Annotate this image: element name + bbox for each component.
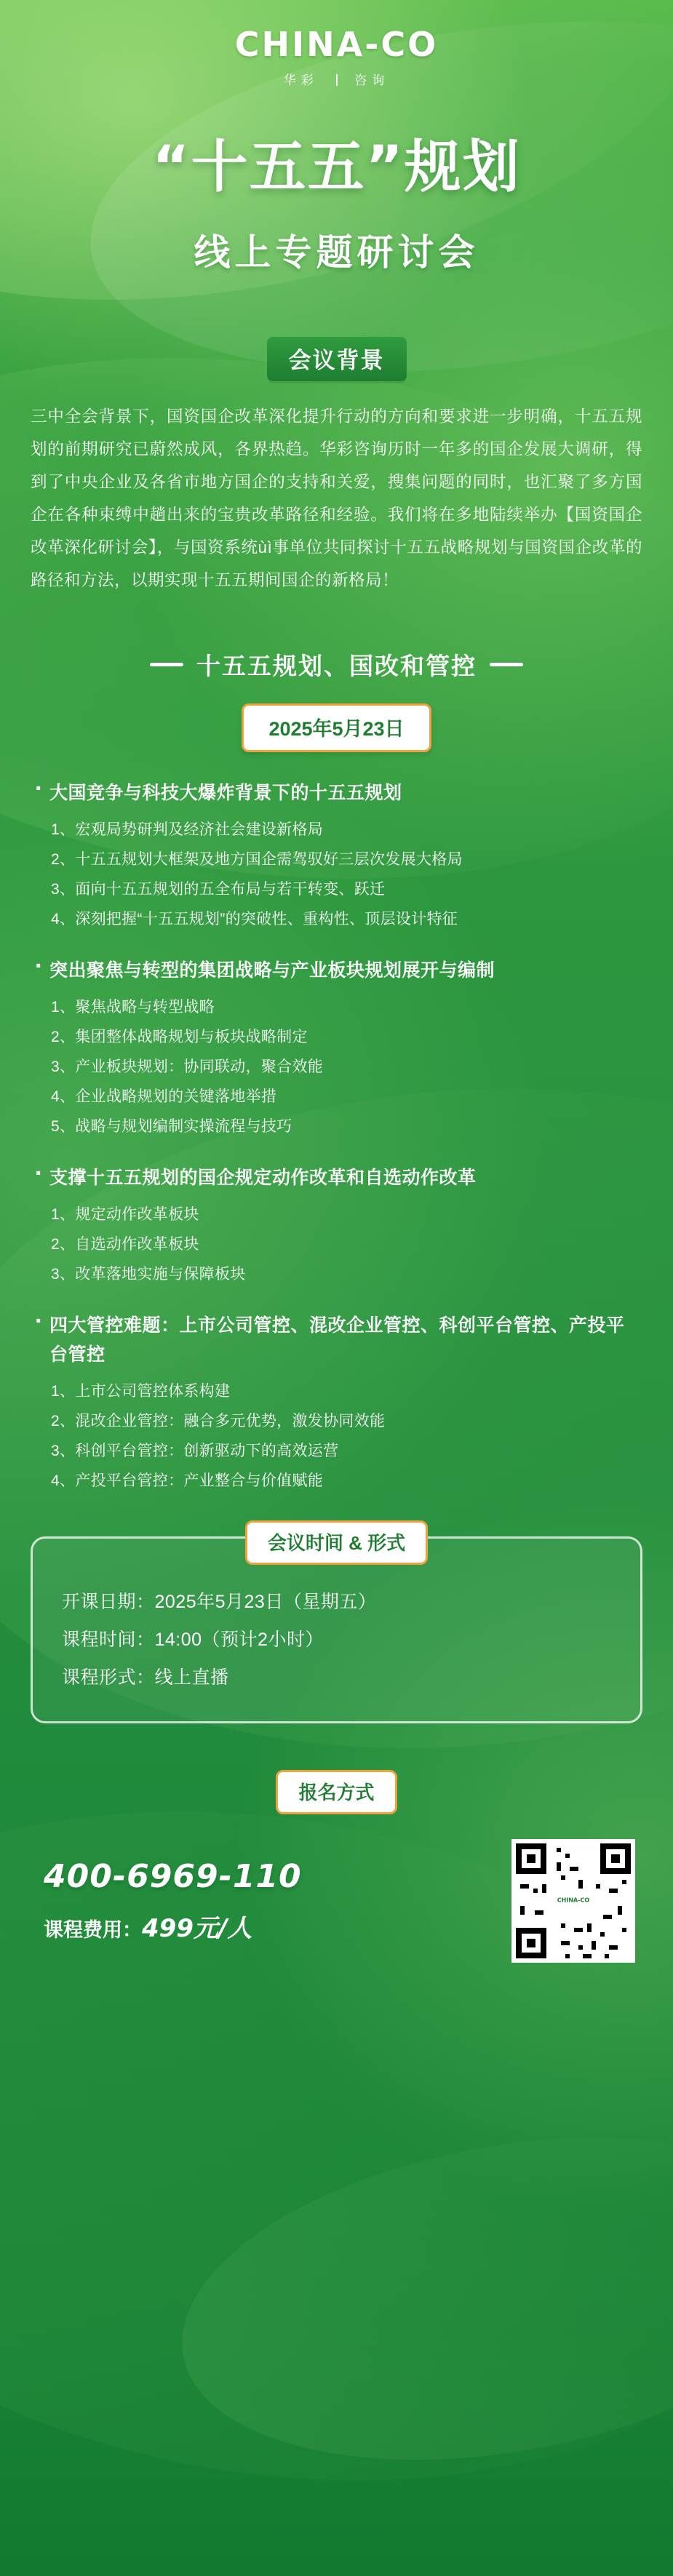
outline-topic-title: · 四大管控难题：上市公司管控、混改企业管控、科创平台管控、产投平台管控 xyxy=(32,1311,641,1369)
signup-section xyxy=(31,1770,642,1963)
list-item: 3、产业板块规划：协同联动，聚合效能 xyxy=(51,1058,324,1075)
logo-subtext xyxy=(284,70,389,88)
qr-module xyxy=(603,1915,612,1919)
outline-topic xyxy=(32,1163,641,1289)
list-item: 2、集团整体战略规划与板块战略制定 xyxy=(51,1029,308,1045)
logo-sub-left: 华彩 xyxy=(283,73,319,87)
list-item: 4、产投平台管控：产业整合与价值赋能 xyxy=(51,1472,324,1489)
list-item: 5、战略与规划编制实操流程与技巧 xyxy=(51,1118,292,1135)
list-item: 2、自选动作改革板块 xyxy=(51,1236,199,1253)
background-heading-wrap xyxy=(0,337,673,381)
list-item: 4、企业战略规划的关键落地举措 xyxy=(51,1088,277,1105)
phone-number[interactable]: 400-6969-110 xyxy=(44,1858,302,1895)
outline-topic-items xyxy=(32,992,641,1141)
list-item: 1、规定动作改革板块 xyxy=(51,1206,199,1223)
qr-module xyxy=(542,1884,546,1893)
qr-cells xyxy=(516,1843,631,1958)
qr-finder-icon xyxy=(600,1843,631,1874)
qr-finder-icon xyxy=(516,1928,546,1958)
course-fee-label: 课程费用： xyxy=(44,1919,142,1941)
qr-module xyxy=(561,1875,565,1880)
outline-heading-wrap xyxy=(0,647,673,682)
outline-list xyxy=(32,778,641,1496)
meeting-date-line: 开课日期：2025年5月23日（星期五） xyxy=(62,1592,377,1612)
signup-chip-wrap xyxy=(31,1770,642,1814)
meeting-info-card xyxy=(31,1532,642,1723)
outline-topic-title: · 支撑十五五规划的国企规定动作改革和自选动作改革 xyxy=(32,1163,641,1192)
brand-logo xyxy=(0,0,673,88)
qr-module xyxy=(557,1862,561,1871)
qr-module xyxy=(609,1945,618,1950)
outline-topic xyxy=(32,1311,641,1496)
hero-block xyxy=(0,121,673,283)
meeting-time-line: 课程时间：14:00（预计2小时） xyxy=(62,1630,324,1650)
signup-chip: 报名方式 xyxy=(276,1770,397,1814)
qr-module xyxy=(570,1867,578,1871)
page-title: “十五五”规划 xyxy=(152,135,521,200)
outline-topic xyxy=(32,778,641,934)
list-item: 1、上市公司管控体系构建 xyxy=(51,1383,231,1400)
outline-topic-items xyxy=(32,815,641,934)
outline-topic-title: · 突出聚焦与转型的集团战略与产业板块规划展开与编制 xyxy=(32,956,641,985)
list-item: 2、十五五规划大框架及地方国企需驾驭好三层次发展大格局 xyxy=(51,851,463,868)
qr-module xyxy=(596,1884,600,1889)
qr-module xyxy=(609,1889,618,1893)
qr-module xyxy=(574,1928,583,1932)
page-subtitle: 线上专题研讨会 xyxy=(194,232,479,273)
qr-module xyxy=(605,1954,609,1958)
qr-module xyxy=(520,1906,525,1915)
list-item: 1、宏观局势研判及经济社会建设新格局 xyxy=(51,821,324,838)
dash-left-icon xyxy=(150,663,183,666)
outline-topic xyxy=(32,956,641,1141)
date-chip-wrap xyxy=(0,703,673,752)
background-heading: 会议背景 xyxy=(267,337,407,381)
logo-divider-icon xyxy=(336,74,338,86)
qr-module xyxy=(557,1848,561,1852)
background-paragraph: 三中全会背景下，国资国企改革深化提升行动的方向和要求进一步明确，十五五规划的前期研究已蔚然成风，各界热趋。华彩咨询历时一年多的国企发展大调研，得到了中央企业及各省市地方国企的支持和关爱，搜集问题的同时，也汇聚了多方国企在各种束缚中趟出来的宝贵改革路径和经验。我们将在多地陆续举办【国资国企改革深化研讨会】，与国资系统ùì事单位共同探讨十五五战略规划与国资国企改革的路径和方法，以期实现十五五期间国企的新格局！ xyxy=(31,407,642,589)
meeting-card-lines xyxy=(33,1583,640,1696)
list-item: 2、混改企业管控：融合多元优势，激发协同效能 xyxy=(51,1413,386,1429)
qr-module xyxy=(578,1880,583,1889)
bottom-spacer xyxy=(0,1963,673,2006)
logo-sub-right: 咨询 xyxy=(354,73,390,87)
qr-module xyxy=(583,1954,592,1958)
meeting-card-chip: 会议时间 & 形式 xyxy=(245,1520,428,1565)
qr-center-label: CHINA-CO xyxy=(554,1896,592,1907)
meeting-format-line: 课程形式：线上直播 xyxy=(62,1667,229,1688)
qr-module xyxy=(578,1945,583,1950)
qr-code[interactable] xyxy=(511,1839,635,1963)
list-item: 1、聚焦战略与转型战略 xyxy=(51,999,215,1016)
qr-module xyxy=(592,1941,596,1950)
list-item: 3、面向十五五规划的五全布局与若干转变、跃迁 xyxy=(51,881,386,898)
list-item: 4、深刻把握“十五五规划”的突破性、重构性、顶层设计特征 xyxy=(51,911,458,928)
outline-topic-items xyxy=(32,1376,641,1496)
course-fee-amount: 499元/人 xyxy=(142,1914,252,1943)
qr-module xyxy=(618,1906,622,1915)
logo-text: CHINA-CO xyxy=(234,25,439,64)
signup-body xyxy=(31,1839,642,1963)
qr-module xyxy=(561,1941,570,1945)
list-item: 3、科创平台管控：创新驱动下的高效运营 xyxy=(51,1443,339,1459)
qr-module xyxy=(587,1923,592,1932)
qr-module xyxy=(600,1932,605,1937)
decorative-ribbon xyxy=(156,2091,673,2506)
dash-right-icon xyxy=(490,663,523,666)
qr-module xyxy=(533,1889,538,1893)
qr-module xyxy=(561,1923,565,1928)
qr-module xyxy=(622,1928,626,1932)
qr-module xyxy=(565,1854,570,1858)
event-date-badge: 2025年5月23日 xyxy=(242,703,431,752)
outline-heading: 十五五规划、国改和管控 xyxy=(196,653,477,679)
qr-module xyxy=(535,1910,543,1915)
list-item: 3、改革落地实施与保障板块 xyxy=(51,1266,246,1283)
signup-contact xyxy=(31,1858,302,1944)
meeting-card-chip-wrap xyxy=(33,1520,640,1565)
outline-topic-title: · 大国竞争与科技大爆炸背景下的十五五规划 xyxy=(32,778,641,808)
qr-finder-icon xyxy=(516,1843,546,1874)
course-fee xyxy=(44,1908,302,1944)
qr-module xyxy=(565,1954,570,1958)
outline-topic-items xyxy=(32,1200,641,1289)
qr-module xyxy=(520,1884,529,1889)
qr-module xyxy=(622,1880,626,1884)
